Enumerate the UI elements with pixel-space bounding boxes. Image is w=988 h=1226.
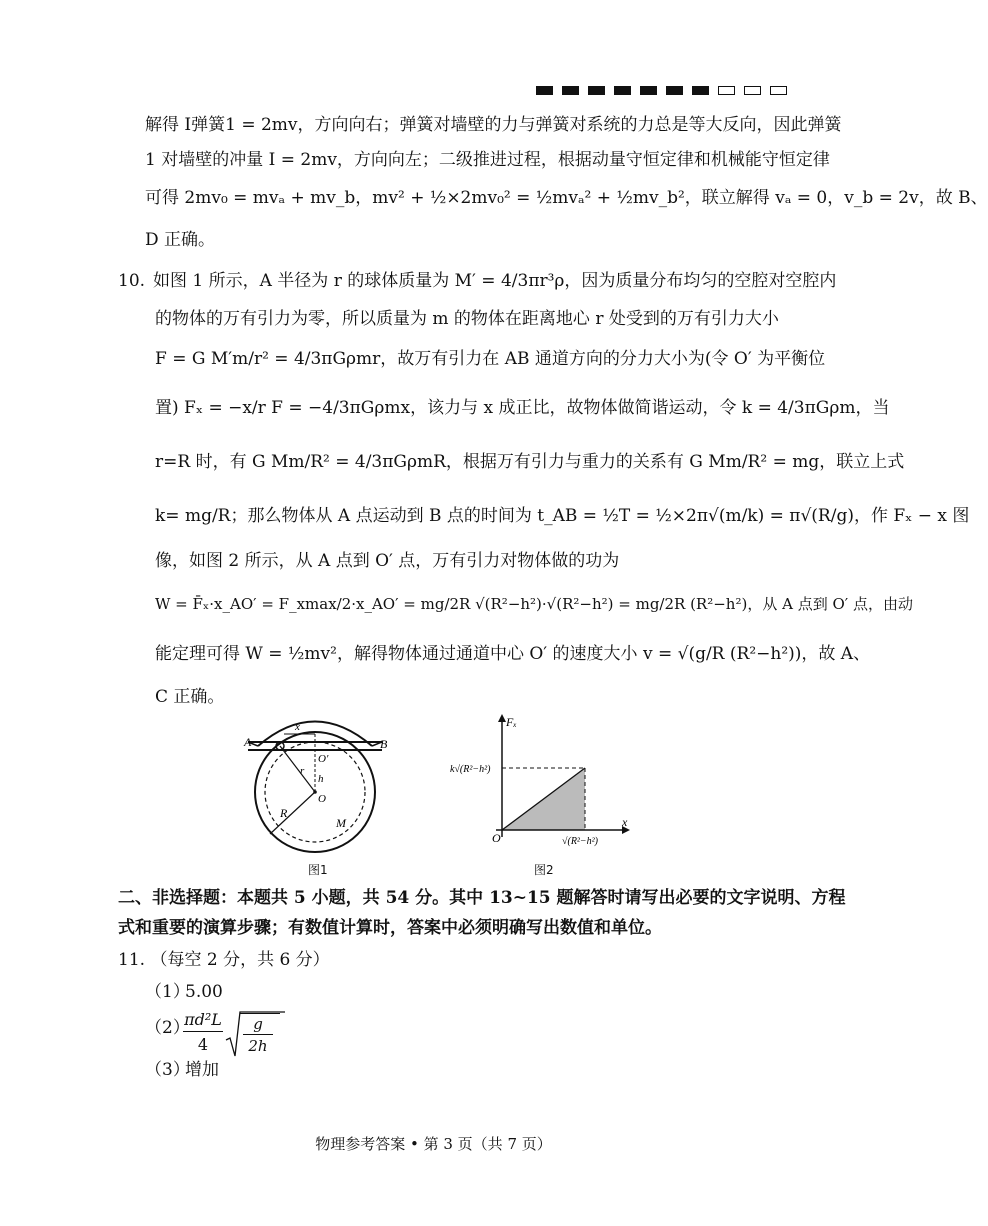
marker-filled [588, 86, 605, 95]
sqrt-sign-icon [225, 1010, 241, 1058]
marker-filled [666, 86, 683, 95]
q11-answer1: 5.00 [185, 982, 223, 1002]
para9-line3: 可得 2mv₀ = mvₐ + mv_b，mv² + ½×2mv₀² = ½mvₐ² + ½mv_b²，联立解得 vₐ = 0，v_b = 2v，故 B、 [145, 188, 988, 208]
page-marker [536, 86, 787, 95]
fig2-origin: O [492, 831, 501, 845]
q10-line8: W = F̄ₓ·x_AO′ = F_xmax/2·x_AO′ = mg/2R √(R²−h²)·√(R²−h²) = mg/2R (R²−h²)，从 A 点到 O′ 点，由动 [155, 595, 913, 613]
fig2-y-label: Fₓ [506, 715, 517, 729]
fig2-x-mark: √(R²−h²) [562, 836, 599, 847]
radicand-denominator: 2h [248, 1037, 268, 1055]
sqrt-overline [240, 1013, 280, 1014]
fig1-label-B: B [380, 737, 388, 751]
q10-line1: 如图 1 所示，A 半径为 r 的球体质量为 M′ = 4/3πr³ρ，因为质量分布均匀的空腔对空腔内 [153, 271, 837, 291]
fig1-label-r: r [300, 765, 305, 777]
marker-filled [536, 86, 553, 95]
q10-line4: 置) Fₓ = −x/r F = −4/3πGρmx，该力与 x 成正比，故物体做简谐运动，令 k = 4/3πGρm，当 [155, 398, 890, 418]
marker-filled [640, 86, 657, 95]
formula-denominator: 4 [197, 1035, 209, 1054]
q10-number: 10. [118, 271, 146, 291]
para9-line1: 解得 I弹簧1 = 2mv，方向向右；弹簧对墙壁的力与弹簧对系统的力总是等大反向，因此弹簧 [145, 115, 842, 135]
marker-filled [692, 86, 709, 95]
radicand-bar [243, 1034, 273, 1035]
fig1-label-x: x [295, 721, 300, 733]
marker-empty [744, 86, 761, 95]
fig1-label-A: A [244, 735, 252, 749]
marker-empty [770, 86, 787, 95]
radicand-numerator: g [253, 1015, 263, 1033]
fraction-bar [183, 1031, 223, 1032]
fig2-caption: 图2 [534, 863, 554, 877]
figure-1 [240, 712, 390, 877]
q10-line9: 能定理可得 W = ½mv²，解得物体通过通道中心 O′ 的速度大小 v = √(g/R (R²−h²))，故 A、 [155, 644, 871, 664]
fig1-label-Oprime: O′ [318, 753, 329, 765]
fig1-caption: 图1 [308, 863, 328, 877]
para9-line4: D 正确。 [145, 230, 216, 250]
q11-answer3: 增加 [185, 1060, 219, 1080]
q11-answer1-label: （1） [145, 982, 190, 1002]
q10-line10: C 正确。 [155, 687, 225, 707]
section2-line1: 二、非选择题：本题共 5 小题，共 54 分。其中 13~15 题解答时请写出必要的文字说明、方程 [118, 888, 846, 908]
fig1-label-R: R [280, 806, 288, 820]
para9-line2: 1 对墙壁的冲量 I = 2mv，方向向左；二级推进过程，根据动量守恒定律和机械能守恒定律 [145, 150, 830, 170]
q11-answer2-formula [183, 1010, 293, 1058]
q10-line3: F = G M′m/r² = 4/3πGρmr，故万有引力在 AB 通道方向的分力大小为(令 O′ 为平衡位 [155, 349, 826, 369]
figure-2 [450, 712, 640, 857]
fig1-label-M: M [336, 816, 346, 830]
marker-filled [562, 86, 579, 95]
fig2-y-mark: k√(R²−h²) [450, 764, 491, 775]
q10-line2: 的物体的万有引力为零，所以质量为 m 的物体在距离地心 r 处受到的万有引力大小 [155, 309, 779, 329]
marker-filled [614, 86, 631, 95]
fig1-label-O: O [318, 793, 326, 805]
section2-line2: 式和重要的演算步骤；有数值计算时，答案中必须明确写出数值和单位。 [118, 918, 662, 938]
marker-empty [718, 86, 735, 95]
fig2-x-label: x [622, 815, 628, 829]
q11-answer2-label: （2） [145, 1018, 190, 1038]
page-footer: 物理参考答案 • 第 3 页（共 7 页） [315, 1135, 552, 1153]
formula-numerator: πd²L [184, 1010, 222, 1029]
q10-line5: r=R 时，有 G Mm/R² = 4/3πGρmR，根据万有引力与重力的关系有 G Mm/R² = mg，联立上式 [155, 452, 905, 472]
q11-title: 11. （每空 2 分，共 6 分） [118, 950, 330, 970]
q11-answer3-label: （3） [145, 1060, 190, 1080]
fig1-label-h: h [318, 773, 324, 785]
q10-line6: k= mg/R；那么物体从 A 点运动到 B 点的时间为 t_AB = ½T = ½×2π√(m/k) = π√(R/g)，作 Fₓ − x 图 [155, 506, 970, 526]
q10-line7: 像，如图 2 所示，从 A 点到 O′ 点，万有引力对物体做的功为 [155, 551, 620, 571]
